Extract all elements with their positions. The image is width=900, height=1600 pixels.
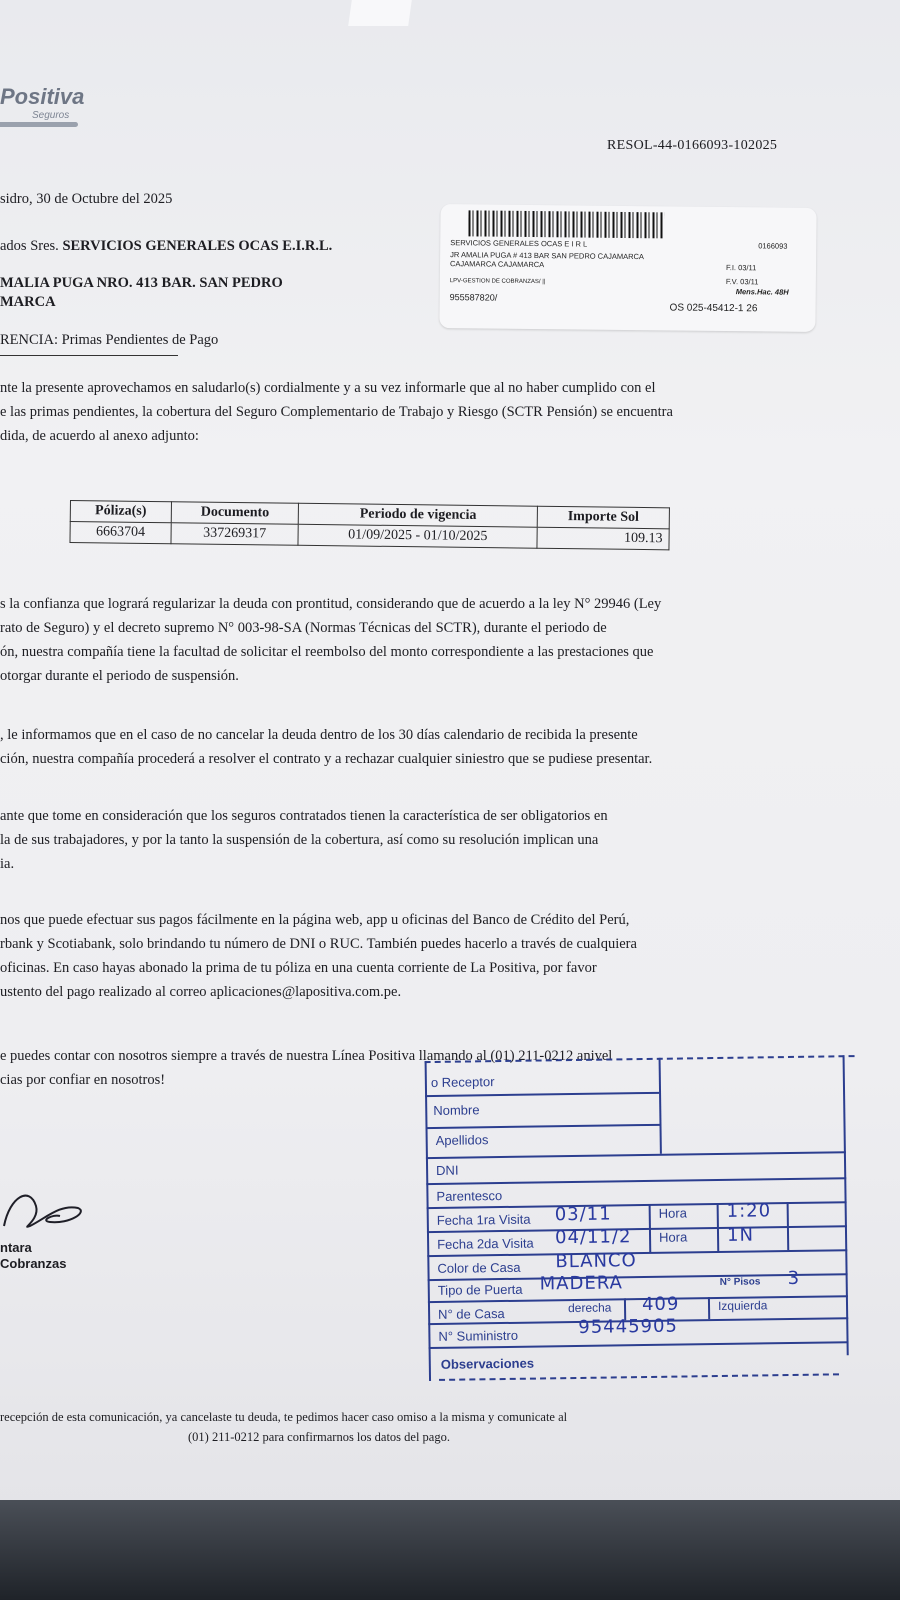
observaciones-label: Observaciones <box>440 1355 535 1372</box>
fecha2-value: 04/11/2 <box>554 1226 632 1249</box>
para4-line-3: ia. <box>0 856 15 872</box>
hora2-value: 1N <box>726 1224 755 1246</box>
subject-line: RENCIA: Primas Pendientes de Pago <box>0 332 219 348</box>
period-cell: 01/09/2025 - 01/10/2025 <box>298 524 537 548</box>
addressee-company: SERVICIOS GENERALES OCAS E.I.R.L. <box>62 238 333 254</box>
label-os: OS 025-45412-1 26 <box>669 302 758 315</box>
pisos-value: 3 <box>787 1267 801 1290</box>
nombre-label: Nombre <box>433 1102 480 1118</box>
hora2-label: Hora <box>658 1229 688 1245</box>
addressee-line <box>0 238 332 255</box>
signature-name: ntara <box>0 1240 32 1255</box>
policy-table <box>69 500 669 550</box>
para4-line-1: ante que tome en consideración que los seguros contratados tienen la característica de ser obligatorios en <box>0 808 608 824</box>
para2-line-3: ón, nuestra compañía tiene la facultad de solicitar el reembolso del monto correspondiente a las prestaciones que <box>0 644 654 660</box>
addressee-prefix: ados Sres. <box>0 238 59 254</box>
para5-line-3: oficinas. En caso hayas abonado la prima de tu póliza en una cuenta corriente de La Positiva, por favor <box>0 960 597 976</box>
label-phone: 955587820/ <box>449 292 498 303</box>
fecha1-label: Fecha 1ra Visita <box>436 1211 531 1228</box>
color-casa-label: Color de Casa <box>437 1259 521 1276</box>
parentesco-label: Parentesco <box>436 1188 503 1204</box>
para1-line-3: dida, de acuerdo al anexo adjunto: <box>0 428 199 444</box>
policy-cell: 6663704 <box>70 522 171 544</box>
logo-sub: Seguros <box>32 110 70 121</box>
barcode <box>468 210 664 238</box>
tape-strip <box>348 0 412 26</box>
para5-line-4: ustento del pago realizado al correo aplicaciones@lapositiva.com.pe. <box>0 984 402 1000</box>
label-line-1: SERVICIOS GENERALES OCAS E I R L <box>450 238 588 249</box>
para3-line-1: , le informamos que en el caso de no cancelar la deuda dentro de los 30 días calendario de recibida la presente <box>0 727 638 743</box>
delivery-stamp <box>425 1055 870 1411</box>
label-line-2: JR AMALIA PUGA # 413 BAR SAN PEDRO CAJAMARCA <box>450 250 644 262</box>
dni-label: DNI <box>436 1162 459 1178</box>
signature-dept: Cobranzas <box>0 1256 67 1271</box>
label-line-4: LPV-GESTION DE COBRANZAS/ || <box>449 278 546 286</box>
hora1-value: 1:20 <box>726 1200 772 1222</box>
para5-line-2: rbank y Scotiabank, solo brindando tu número de DNI o RUC. También puedes hacerlo a través de cualquiera <box>0 936 637 952</box>
num-casa-value: 409 <box>641 1293 680 1316</box>
fecha1-value: 03/11 <box>554 1203 612 1226</box>
hora1-label: Hora <box>658 1205 688 1221</box>
company-logo <box>0 84 85 121</box>
signature-scribble <box>0 1186 90 1246</box>
label-fv: F.V. 03/11 <box>725 277 759 287</box>
column-header: Periodo de vigencia <box>299 503 538 527</box>
para2-line-4: otorgar durante el periodo de suspensión. <box>0 668 239 684</box>
address-line-1: MALIA PUGA NRO. 413 BAR. SAN PEDRO <box>0 275 283 291</box>
suministro-value: 95445905 <box>578 1315 679 1338</box>
izquierda-label: Izquierda <box>717 1298 768 1314</box>
column-header: Póliza(s) <box>70 501 171 523</box>
address-line-2: MARCA <box>0 294 56 310</box>
para6-line-2: cias por confiar en nosotros! <box>0 1072 166 1088</box>
footer-line-2: (01) 211-0212 para confirmarnos los datos del pago. <box>188 1430 450 1444</box>
subject-underline <box>0 355 178 356</box>
document-cell: 337269317 <box>171 523 299 546</box>
column-header: Documento <box>171 502 299 525</box>
pisos-label: N° Pisos <box>719 1276 761 1288</box>
num-casa-label: N° de Casa <box>438 1305 505 1322</box>
para6-line-1: e puedes contar con nosotros siempre a través de nuestra Línea Positiva llamando al (01) 211-0212 anivel <box>0 1048 613 1064</box>
para5-line-1: nos que puede efectuar sus pagos fácilmente en la página web, app u oficinas del Banco de Crédito del Perú, <box>0 912 630 928</box>
footer-line-1: recepción de esta comunicación, ya cancelaste tu deuda, te pedimos hacer caso omiso a la misma y comunicate al <box>0 1410 568 1424</box>
label-fi: F.I. 03/11 <box>725 263 757 273</box>
para1-line-2: e las primas pendientes, la cobertura del Seguro Complementario de Trabajo y Riesgo (SCTR Pensión) se encuentra <box>0 404 673 420</box>
para2-line-2: rato de Seguro) y el decreto supremo N° 003-98-SA (Normas Técnicas del SCTR), durante el periodo de <box>0 620 607 636</box>
background-surface <box>0 1500 900 1600</box>
reference-number: RESOL-44-0166093-102025 <box>607 138 778 153</box>
para2-line-1: s la confianza que logrará regularizar la deuda con prontitud, considerando que de acuerdo a la ley N° 29946 (Ley <box>0 596 662 612</box>
fecha2-label: Fecha 2da Visita <box>437 1235 534 1252</box>
mail-label <box>439 204 816 332</box>
apellidos-label: Apellidos <box>435 1132 489 1148</box>
column-header: Importe Sol <box>537 506 669 529</box>
para1-line-1: nte la presente aprovechamos en saludarlo(s) cordialmente y a su vez informarle que al no haber cumplido con el <box>0 380 656 396</box>
label-code: 0166093 <box>758 241 788 251</box>
label-mens: Mens.Hac. 48H <box>735 287 789 297</box>
logo-swoosh <box>0 122 78 127</box>
para3-line-2: ción, nuestra compañía procederá a resolver el contrato y a rechazar cualquier siniestro que se pudiese presentar. <box>0 751 653 767</box>
logo-name: Positiva <box>0 84 85 109</box>
color-casa-value: BLANCO <box>555 1250 637 1273</box>
label-line-3: CAJAMARCA CAJAMARCA <box>449 259 545 270</box>
tipo-puerta-label: Tipo de Puerta <box>437 1281 523 1298</box>
tipo-puerta-value: MADERA <box>539 1272 624 1295</box>
receptor-label: o Receptor <box>430 1074 495 1091</box>
amount-cell: 109.13 <box>537 527 669 550</box>
date-line: sidro, 30 de Octubre del 2025 <box>0 191 173 207</box>
derecha-label: derecha <box>567 1300 612 1316</box>
suministro-label: N° Suministro <box>438 1327 519 1344</box>
signature <box>0 1186 90 1246</box>
para4-line-2: la de sus trabajadores, y por la tanto la suspensión de la cobertura, así como su resolución implican una <box>0 832 599 848</box>
